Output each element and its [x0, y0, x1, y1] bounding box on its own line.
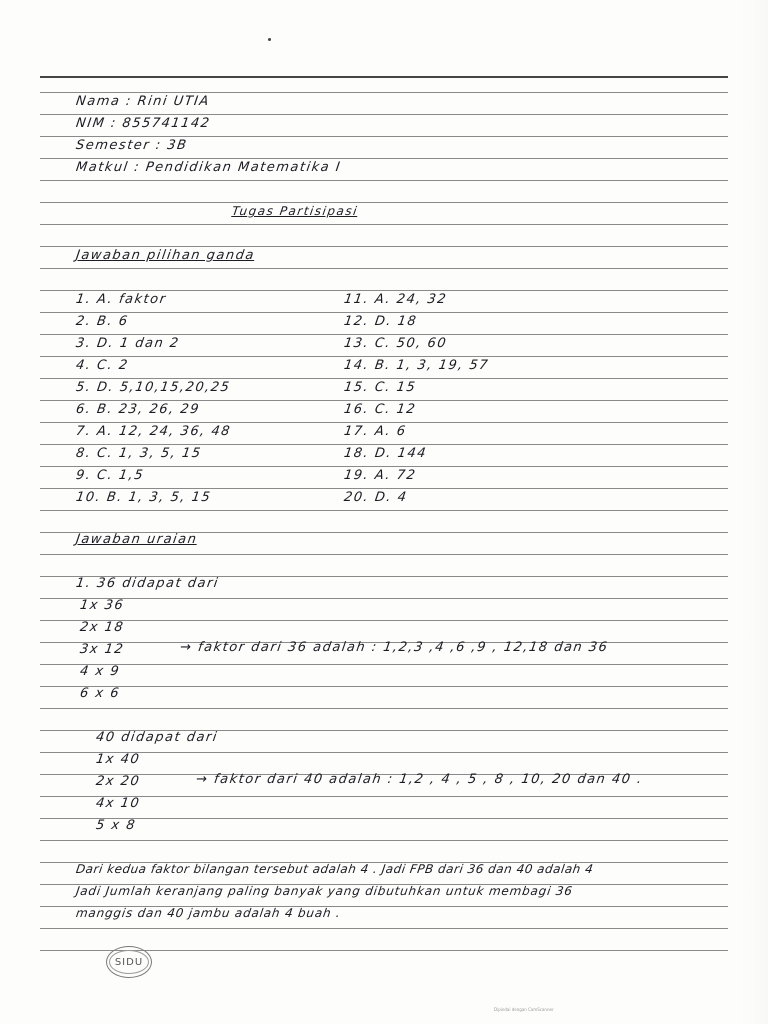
answer-right: 13. C. 50, 60 — [342, 336, 449, 351]
q1-factor: 3x 12 — [78, 642, 126, 657]
ruled-line — [40, 202, 728, 203]
ruled-line — [40, 840, 728, 841]
ruled-line — [40, 180, 728, 181]
header-nim: NIM : 855741142 — [74, 116, 212, 131]
q2-factor: 5 x 8 — [94, 818, 138, 833]
answer-right: 15. C. 15 — [342, 380, 418, 395]
section-pilihan-ganda: Jawaban pilihan ganda — [74, 248, 256, 263]
answer-left: 2. B. 6 — [74, 314, 130, 329]
q2-result: → faktor dari 40 adalah : 1,2 , 4 , 5 , 8 , 10, 20 dan 40 . — [194, 772, 644, 787]
q2-factor: 4x 10 — [94, 796, 142, 811]
ruled-line — [40, 246, 728, 247]
ruled-line — [40, 796, 728, 797]
q1-factor: 1x 36 — [78, 598, 126, 613]
header-nama: Nama : Rini UTIA — [74, 94, 211, 109]
ruled-line — [40, 510, 728, 511]
ruled-line — [40, 92, 728, 93]
ruled-line — [40, 686, 728, 687]
conclusion-line: Dari kedua faktor bilangan tersebut adalah 4 . Jadi FPB dari 36 dan 40 adalah 4 — [75, 862, 595, 876]
ruled-line — [40, 422, 728, 423]
header-semester: Semester : 3B — [74, 138, 189, 153]
ruled-line — [40, 752, 728, 753]
top-rule — [40, 76, 728, 78]
ink-dot — [268, 38, 271, 41]
sidu-logo-stamp — [106, 946, 152, 978]
q2-factor: 2x 20 — [94, 774, 142, 789]
ruled-line — [40, 708, 728, 709]
answer-left: 4. C. 2 — [74, 358, 130, 373]
ruled-line — [40, 664, 728, 665]
answer-left: 7. A. 12, 24, 36, 48 — [74, 424, 232, 439]
ruled-line — [40, 598, 728, 599]
ruled-line — [40, 466, 728, 467]
section-uraian: Jawaban uraian — [74, 532, 199, 547]
answer-right: 16. C. 12 — [342, 402, 418, 417]
ruled-line — [40, 136, 728, 137]
answer-left: 1. A. faktor — [74, 292, 168, 307]
ruled-line — [40, 312, 728, 313]
answer-right: 19. A. 72 — [342, 468, 418, 483]
ruled-line — [40, 400, 728, 401]
ruled-line — [40, 290, 728, 291]
conclusion-line: Jadi Jumlah keranjang paling banyak yang dibutuhkan untuk membagi 36 — [75, 884, 574, 898]
answer-left: 8. C. 1, 3, 5, 15 — [74, 446, 203, 461]
answer-right: 12. D. 18 — [342, 314, 419, 329]
answer-right: 14. B. 1, 3, 19, 57 — [342, 358, 490, 373]
answer-left: 3. D. 1 dan 2 — [74, 336, 181, 351]
answer-right: 17. A. 6 — [342, 424, 408, 439]
conclusion-line: manggis dan 40 jambu adalah 4 buah . — [75, 906, 342, 920]
ruled-line — [40, 378, 728, 379]
answer-left: 10. B. 1, 3, 5, 15 — [74, 490, 213, 505]
ruled-line — [40, 224, 728, 225]
ruled-line — [40, 928, 728, 929]
q2-factor: 1x 40 — [94, 752, 142, 767]
q1-intro: 1. 36 didapat dari — [74, 576, 220, 591]
ruled-line — [40, 334, 728, 335]
ruled-line — [40, 554, 728, 555]
ruled-line — [40, 268, 728, 269]
answer-right: 18. D. 144 — [342, 446, 428, 461]
ruled-line — [40, 620, 728, 621]
ruled-line — [40, 444, 728, 445]
q1-result: → faktor dari 36 adalah : 1,2,3 ,4 ,6 ,9 , 12,18 dan 36 — [178, 640, 610, 655]
header-matkul: Matkul : Pendidikan Matematika I — [74, 160, 343, 175]
ruled-line — [40, 818, 728, 819]
answer-left: 9. C. 1,5 — [74, 468, 146, 483]
answer-right: 11. A. 24, 32 — [342, 292, 449, 307]
ruled-line — [40, 356, 728, 357]
scanner-footer: Dipindai dengan CamScanner — [494, 1007, 554, 1012]
ruled-line — [40, 488, 728, 489]
q1-factor: 4 x 9 — [78, 664, 122, 679]
answer-right: 20. D. 4 — [342, 490, 409, 505]
q1-factor: 2x 18 — [78, 620, 126, 635]
ruled-line — [40, 158, 728, 159]
answer-left: 6. B. 23, 26, 29 — [74, 402, 201, 417]
q1-factor: 6 x 6 — [78, 686, 122, 701]
sidu-logo-text: SIDU — [109, 950, 149, 974]
document-title: Tugas Partisipasi — [231, 204, 359, 218]
answer-left: 5. D. 5,10,15,20,25 — [74, 380, 232, 395]
ruled-line — [40, 114, 728, 115]
q2-intro: 40 didapat dari — [94, 730, 219, 745]
